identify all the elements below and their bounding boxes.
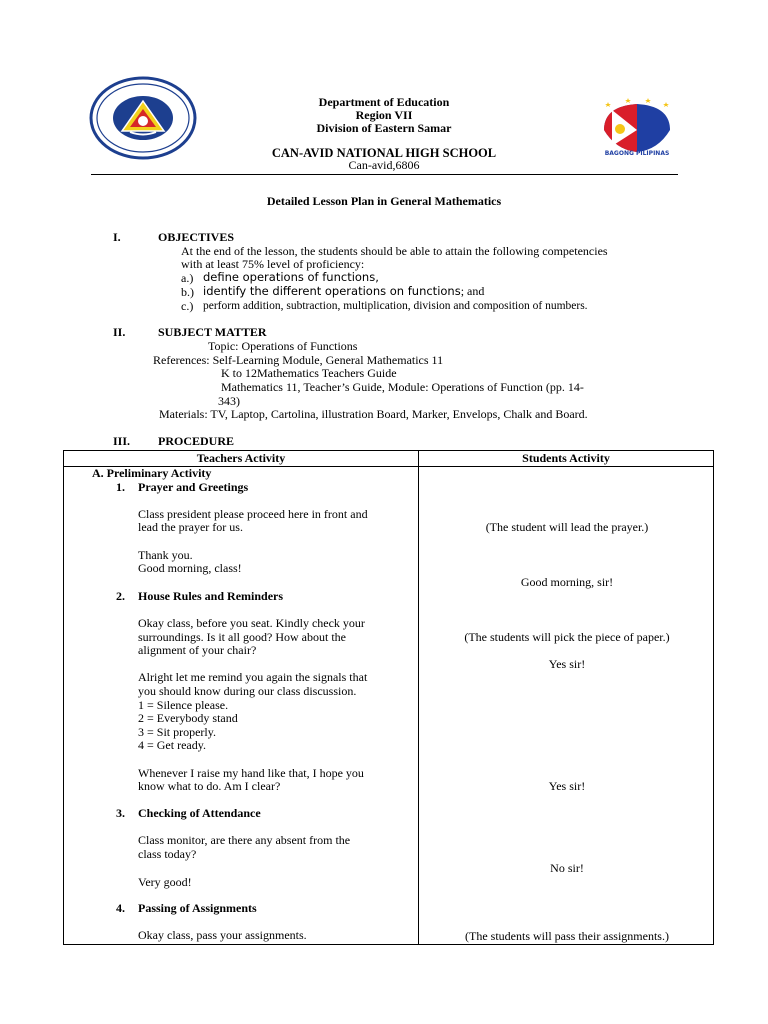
teachers-activity-cell [64, 467, 419, 945]
objective-a-text: define operations of functions, [203, 270, 379, 284]
subject-matter-heading: SUBJECT MATTER [158, 325, 267, 339]
objective-a-label: a.) [181, 271, 194, 285]
objectives-intro-line2: with at least 75% level of proficiency: [181, 257, 365, 271]
teacher-line: class today? [138, 847, 197, 861]
teacher-line: 2 = Everybody stand [138, 711, 238, 725]
teacher-line: you should know during our class discussion. [138, 684, 357, 698]
student-response: No sir! [550, 861, 584, 875]
school-name: CAN-AVID NATIONAL HIGH SCHOOL [271, 146, 497, 160]
teacher-line: Okay class, pass your assignments. [138, 928, 307, 942]
step1-title: Prayer and Greetings [138, 480, 249, 494]
teacher-line: Very good! [138, 875, 192, 889]
students-activity-cell [419, 467, 714, 945]
teacher-line: Okay class, before you seat. Kindly check your [138, 616, 365, 630]
school-address: Can-avid,6806 [348, 158, 420, 172]
teacher-line: Thank you. [138, 548, 193, 562]
objective-b-text: identify the different operations on functions [203, 284, 461, 298]
step2-number: 2. [116, 589, 125, 603]
region-name: Region VII [355, 108, 413, 122]
step3-title: Checking of Attendance [138, 806, 261, 820]
references-line3: Mathematics 11, Teacher’s Guide, Module: Operations of Function (pp. 14- [221, 380, 584, 394]
teacher-line: 1 = Silence please. [138, 698, 229, 712]
teacher-line: lead the prayer for us. [138, 520, 243, 534]
teacher-line: Class president please proceed here in front and [138, 507, 368, 521]
objective-c-text: perform addition, subtraction, multiplication, division and composition of numbers. [203, 300, 588, 312]
teacher-line: 3 = Sit properly. [138, 725, 216, 739]
objective-b-suffix: ; and [460, 284, 485, 298]
lesson-plan-title: Detailed Lesson Plan in General Mathematics [266, 194, 502, 208]
teachers-activity-header: Teachers Activity [64, 451, 419, 467]
teacher-line: know what to do. Am I clear? [138, 779, 281, 793]
procedure-table [63, 450, 714, 945]
procedure-heading: PROCEDURE [158, 434, 235, 448]
schools-division-seal [88, 75, 198, 161]
topic-line: Topic: Operations of Functions [208, 339, 358, 353]
objectives-number: I. [113, 230, 121, 244]
student-response: Yes sir! [548, 657, 586, 671]
materials-line: Materials: TV, Laptop, Cartolina, illustration Board, Marker, Envelops, Chalk and Board. [159, 407, 588, 421]
teacher-line: 4 = Get ready. [138, 738, 206, 752]
section-a-heading: A. Preliminary Activity [92, 466, 212, 480]
objective-b-label: b.) [181, 285, 194, 299]
step4-title: Passing of Assignments [138, 901, 257, 915]
header-rule [91, 174, 678, 175]
bagong-pilipinas-text: BAGONG PILIPINAS [604, 150, 670, 157]
student-response: (The student will lead the prayer.) [485, 520, 649, 534]
student-response: Yes sir! [548, 779, 586, 793]
department-name: Department of Education [318, 95, 450, 109]
objective-b [203, 285, 484, 299]
teacher-line: Whenever I raise my hand like that, I hope you [138, 766, 364, 780]
references-line2: K to 12Mathematics Teachers Guide [221, 366, 397, 380]
teacher-line: Alright let me remind you again the signals that [138, 670, 368, 684]
step2-title: House Rules and Reminders [138, 589, 284, 603]
teacher-line: alignment of your chair? [138, 643, 257, 657]
references-line1: References: Self-Learning Module, General Mathematics 11 [153, 353, 444, 367]
step3-number: 3. [116, 806, 125, 820]
subject-matter-number: II. [113, 325, 126, 339]
students-activity-header: Students Activity [419, 451, 714, 467]
student-response: (The students will pick the piece of paper.) [464, 630, 670, 644]
step4-number: 4. [116, 901, 125, 915]
objective-c-label: c.) [181, 299, 194, 313]
teacher-line: surroundings. Is it all good? How about the [138, 630, 346, 644]
teacher-line: Good morning, class! [138, 561, 242, 575]
student-response: Good morning, sir! [520, 575, 614, 589]
procedure-number: III. [113, 434, 131, 448]
objectives-intro-line1: At the end of the lesson, the students should be able to attain the following competencies [181, 244, 608, 258]
objectives-heading: OBJECTIVES [158, 230, 235, 244]
division-name: Division of Eastern Samar [316, 121, 452, 135]
student-response: (The students will pass their assignments.) [465, 929, 669, 943]
bagong-pilipinas-logo [598, 96, 676, 164]
references-line4: 343) [218, 394, 240, 408]
step1-number: 1. [116, 480, 125, 494]
teacher-line: Class monitor, are there any absent from the [138, 833, 351, 847]
